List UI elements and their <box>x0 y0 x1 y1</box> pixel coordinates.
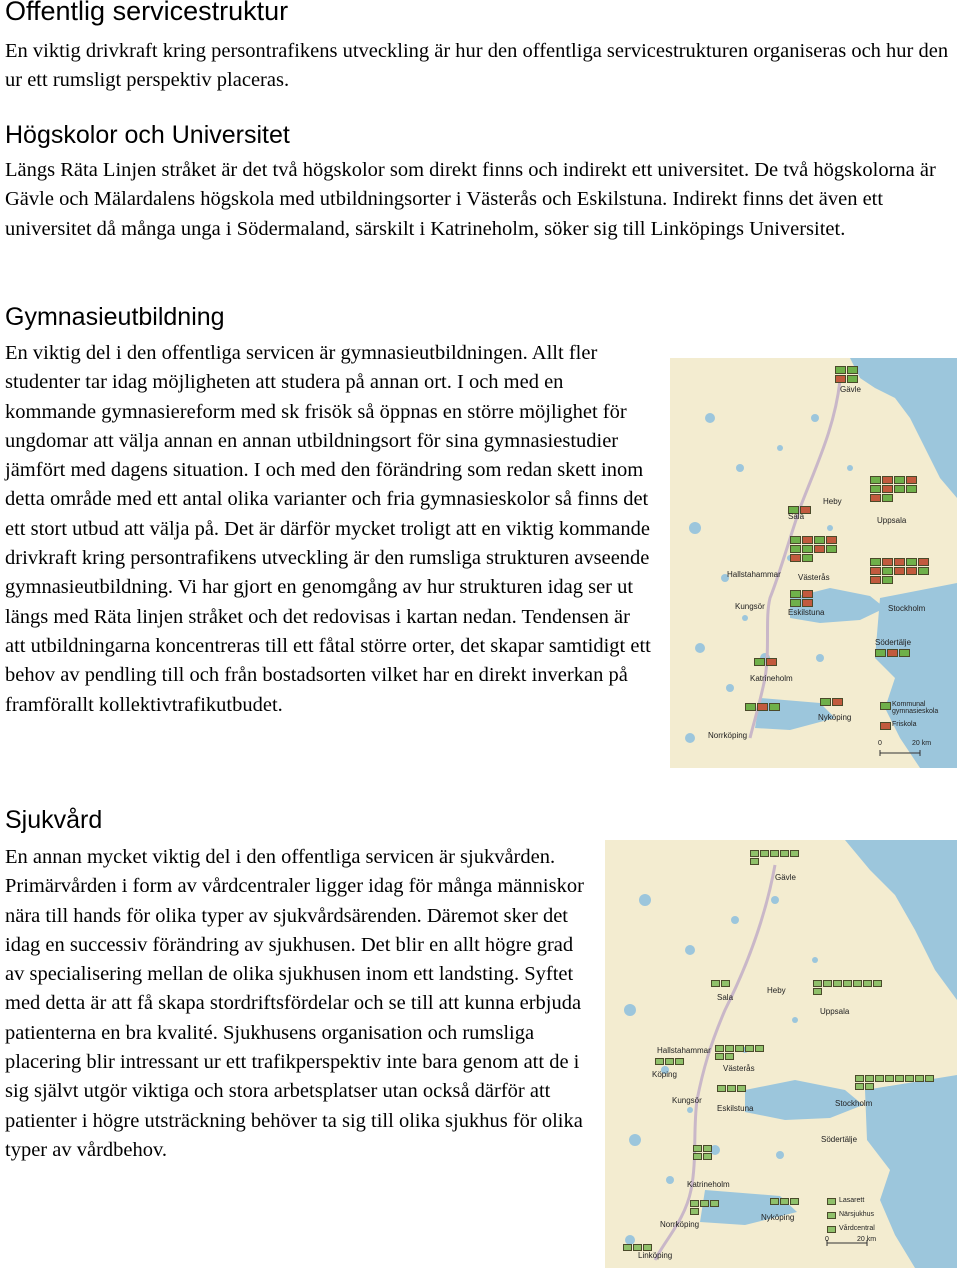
label-hallstahammar-2: Hallstahammar <box>657 1046 711 1055</box>
label-nykoping: Nyköping <box>818 713 852 722</box>
label-vasteras: Västerås <box>798 573 830 582</box>
label-linkoping-2: Linköping <box>638 1251 673 1260</box>
label-heby: Heby <box>823 497 842 506</box>
nykoping-care <box>770 1198 800 1205</box>
label-sodertalje: Södertälje <box>875 638 912 647</box>
label-hallstahammar: Hallstahammar <box>727 570 781 579</box>
label-kungsor-2: Kungsör <box>672 1096 702 1105</box>
legend-friskola-swatch <box>880 722 891 730</box>
nykoping-schools <box>820 698 844 706</box>
hogskolor-paragraph: Längs Räta Linjen stråket är det två högskolor som direkt finns och indirekt ett universitet. De två högskolorna är Gävle och Mälardalens högskola med utbildningsorter i Västerås och Eskilstuna. Indirekt finns det även ett universitet då många unga i Södermaland, särskilt i Katrineholm, söker sig till Linköpings Universitet. <box>5 159 936 240</box>
label-kungsor: Kungsör <box>735 602 765 611</box>
legend-narsjukhus-swatch <box>827 1212 836 1219</box>
label-norrkoping: Norrköping <box>708 731 748 740</box>
label-eskilstuna-2: Eskilstuna <box>717 1104 754 1113</box>
label-uppsala: Uppsala <box>877 516 907 525</box>
label-gavle-2: Gävle <box>775 873 796 882</box>
label-eskilstuna: Eskilstuna <box>788 608 825 617</box>
sala-care <box>711 980 741 987</box>
norrkoping-schools <box>745 703 781 711</box>
gavle-care <box>750 850 800 865</box>
label-koping-2: Köping <box>652 1070 677 1079</box>
katrineholm-schools <box>754 658 778 666</box>
label-heby-2: Heby <box>767 986 786 995</box>
label-stockholm-2: Stockholm <box>835 1099 873 1108</box>
page-heading: Offentlig servicestruktur <box>5 0 289 26</box>
section-heading-sjukvard: Sjukvård <box>5 806 103 834</box>
legend-narsjukhus: Närsjukhus <box>839 1211 875 1218</box>
label-gavle: Gävle <box>840 385 861 394</box>
gavle-schools <box>835 366 859 383</box>
vasteras-schools <box>790 536 846 562</box>
label-sala: Sala <box>788 512 805 521</box>
section-heading-hogskolor: Högskolor och Universitet <box>5 121 290 149</box>
legend-vardcentral: Vårdcentral <box>839 1225 875 1232</box>
legend-kommunal-swatch <box>880 702 891 710</box>
vasteras-care <box>715 1045 773 1060</box>
gymnasie-paragraph: En viktig del i den offentliga servicen är gymnasieutbildningen. Allt fler studenter tar idag möjligheten att studera på annan ort. I och med en kommande gymnasiereform med sk frisök så öppnas en större möjlighet för ungdomar att välja annan en annan utbildningsort för sina gymnasiestudier jämfört med dagens situation. I och med den förändring som redan skett inom detta område med ett antal olika varianter och fria gymnasieskolor så finns det ett stort utbud att välja på. Det är därför mycket troligt att en viktig kommande drivkraft kring persontrafikens utveckling är den rumsliga strukturen avseende gymnasieutbildning. Vi har gjort en genomgång av hur strukturen idag ser ut längs med Räta linjen stråket och det redovisas i kartan nedan. Tendensen är att utbildningarna koncentreras till ett fåtal större orter, det skapar samtidigt ett behov av pendling till och från bostadsorten vilket har en direkt inverkan på framförallt kollektivtrafikutbudet. <box>5 342 651 716</box>
stockholm-schools <box>870 558 940 584</box>
gymnasium-map <box>670 358 957 768</box>
stockholm-care <box>855 1075 935 1090</box>
label-uppsala-2: Uppsala <box>820 1007 850 1016</box>
intro-paragraph: En viktig drivkraft kring persontrafikens utveckling är hur den offentliga servicestrukturen organiseras och hur den ur ett rumsligt perspektiv placeras. <box>5 40 949 92</box>
sodertalje-schools <box>875 649 915 657</box>
norrkoping-care <box>690 1200 724 1215</box>
legend-vardcentral-swatch <box>827 1226 836 1233</box>
uppsala-schools <box>870 476 925 502</box>
sjukvard-paragraph: En annan mycket viktig del i den offentliga servicen är sjukvården. Primärvården i form av vårdcentraler ligger idag för många människor nära till hands för olika typer av sjukvårdsärenden. Däremot sker det idag en successiv förändring av sjukhusen. Det blir en allt högre grad av specialisering mellan de olika sjukhusen inom ett landsting. Syftet med detta är att få skapa stordriftsfördelar och se till att kunna erbjuda patienterna en bra kvalité. Sjukhusens organisation och rumsliga placering blir intressant ur ett trafikperspektiv inte bara genom att de i sig självt utgör viktiga och stora arbetsplatser utan också därför att patienter i högre utsträckning behöver ta sig till olika sjukhus för olika typer av vårdbehov. <box>5 846 584 1161</box>
scale-end-2: 20 km <box>857 1236 877 1243</box>
label-katrineholm: Katrineholm <box>750 674 793 683</box>
eskilstuna-care <box>717 1085 751 1092</box>
label-nykoping-2: Nyköping <box>761 1213 795 1222</box>
label-stockholm: Stockholm <box>888 604 926 613</box>
uppsala-care <box>813 980 883 995</box>
legend-kommunal: Kommunal gymnasieskola <box>892 701 939 715</box>
scale-end: 20 km <box>912 740 932 747</box>
legend-lasarett-swatch <box>827 1198 836 1205</box>
label-sala-2: Sala <box>717 993 734 1002</box>
scale-start: 0 <box>878 740 882 747</box>
section-heading-gymnasie: Gymnasieutbildning <box>5 303 225 331</box>
koping-care <box>655 1058 689 1065</box>
katrineholm-care <box>693 1145 719 1160</box>
linkoping-care <box>623 1244 653 1251</box>
label-sodertalje-2: Södertälje <box>821 1135 858 1144</box>
label-vasteras-2: Västerås <box>723 1064 755 1073</box>
scale-start-2: 0 <box>825 1236 829 1243</box>
legend-friskola: Friskola <box>892 721 917 728</box>
label-norrkoping-2: Norrköping <box>660 1220 700 1229</box>
legend-lasarett: Lasarett <box>839 1197 865 1204</box>
healthcare-map <box>605 840 957 1268</box>
eskilstuna-schools <box>790 590 814 607</box>
label-katrineholm-2: Katrineholm <box>687 1180 730 1189</box>
